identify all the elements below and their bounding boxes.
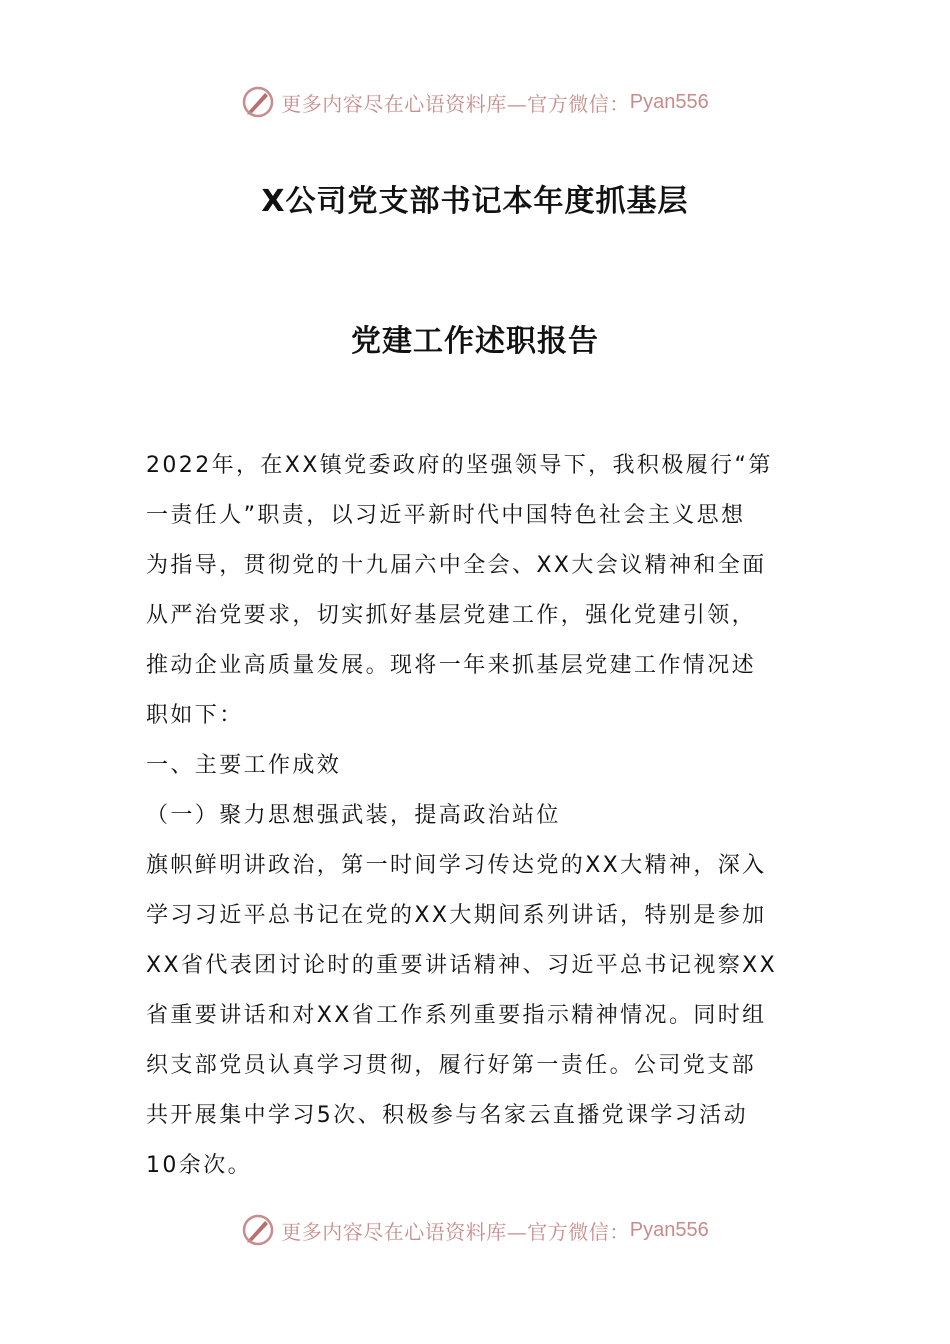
body-line: 织支部党员认真学习贯彻，履行好第一责任。公司党支部 xyxy=(146,1053,757,1078)
body-line: 学习习近平总书记在党的XX大期间系列讲话，特别是参加 xyxy=(146,903,767,928)
body-line: 为指导，贯彻党的十九届六中全会、XX大会议精神和全面 xyxy=(146,553,767,578)
quill-pen-logo-icon xyxy=(241,1213,275,1247)
watermark-header xyxy=(0,82,950,122)
document-body xyxy=(146,441,806,1191)
watermark-wechat-id: Pyan556 xyxy=(629,90,709,113)
body-line: XX省代表团讨论时的重要讲话精神、习近平总书记视察XX xyxy=(146,953,778,978)
watermark-footer xyxy=(0,1210,950,1250)
body-line: 从严治党要求，切实抓好基层党建工作，强化党建引领， xyxy=(146,603,757,628)
watermark-wechat-id: Pyan556 xyxy=(629,1218,709,1241)
subsection-heading: （一）聚力思想强武装，提高政治站位 xyxy=(146,803,561,828)
body-line: 推动企业高质量发展。现将一年来抓基层党建工作情况述 xyxy=(146,653,757,678)
document-title-line-2: 党建工作述职报告 xyxy=(351,324,599,359)
watermark-text: 更多内容尽在心语资料库—官方微信： xyxy=(281,91,630,116)
document-title-line-1: X公司党支部书记本年度抓基层 xyxy=(261,184,689,219)
body-line: 职如下： xyxy=(146,703,244,728)
body-line: 省重要讲话和对XX省工作系列重要指示精神情况。同时组 xyxy=(146,1003,767,1028)
body-line: 2022年，在XX镇党委政府的坚强领导下，我积极履行“第 xyxy=(146,453,773,478)
body-line: 一责任人”职责，以习近平新时代中国特色社会主义思想 xyxy=(146,503,746,528)
section-heading: 一、主要工作成效 xyxy=(146,753,342,778)
body-line: 旗帜鲜明讲政治，第一时间学习传达党的XX大精神，深入 xyxy=(146,853,767,878)
body-line: 共开展集中学习5次、积极参与名家云直播党课学习活动 xyxy=(146,1103,748,1128)
quill-pen-logo-icon xyxy=(241,85,275,119)
watermark-text: 更多内容尽在心语资料库—官方微信： xyxy=(281,1219,630,1244)
body-line: 10余次。 xyxy=(146,1153,252,1178)
